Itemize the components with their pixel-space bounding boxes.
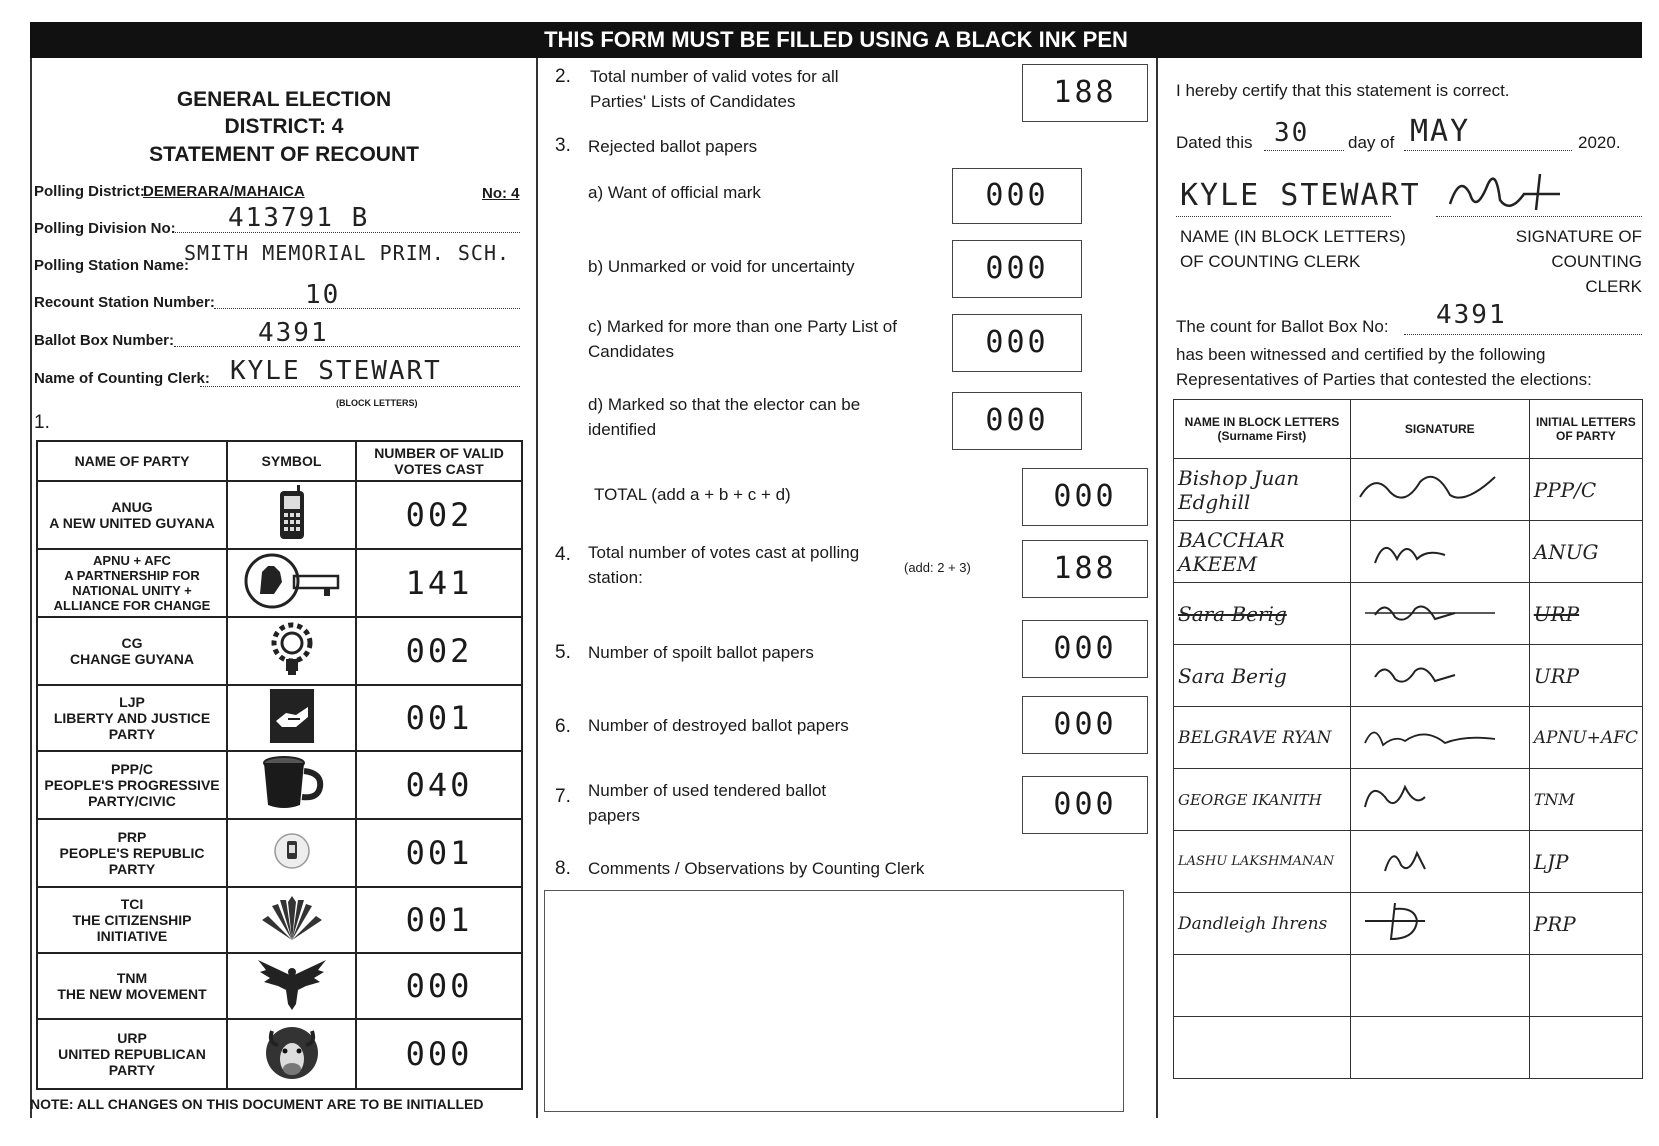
tendered-ballots-box[interactable]: 000 — [1022, 776, 1148, 834]
table-row — [37, 1019, 522, 1089]
want-official-mark-box[interactable]: 000 — [952, 168, 1082, 224]
table-row — [1174, 1017, 1643, 1079]
handshake-icon — [270, 730, 314, 747]
ballot-box-label: Ballot Box Number: — [34, 332, 175, 349]
party-votes-table — [36, 440, 523, 1090]
section-2-number: 2. — [555, 66, 571, 87]
ballot-box-field[interactable]: 4391 — [258, 318, 329, 348]
table-row — [1174, 769, 1643, 831]
table-row — [1174, 459, 1643, 521]
total-rejected-text: TOTAL (add a + b + c + d) — [594, 485, 791, 504]
rep-signature[interactable] — [1350, 893, 1529, 955]
section-1-number: 1. — [34, 412, 50, 433]
section-4-number: 4. — [555, 544, 571, 565]
party-name: CG CHANGE GUYANA — [37, 617, 227, 685]
votes-value[interactable]: 141 — [356, 549, 522, 617]
section-7-number: 7. — [555, 786, 571, 807]
votes-value[interactable]: 001 — [356, 887, 522, 953]
rep-name[interactable] — [1174, 1017, 1351, 1079]
title-district: DISTRICT: 4 — [224, 115, 344, 138]
party-name: TNM THE NEW MOVEMENT — [37, 953, 227, 1019]
section-5-number: 5. — [555, 642, 571, 663]
votes-value[interactable]: 000 — [356, 1019, 522, 1089]
column-divider-1 — [536, 58, 538, 1118]
recount-station-field[interactable]: 10 — [305, 280, 341, 310]
hand-key-icon — [244, 597, 340, 614]
section-4-add-note: (add: 2 + 3) — [904, 560, 971, 575]
votes-value[interactable]: 001 — [356, 819, 522, 887]
form-banner: THIS FORM MUST BE FILLED USING A BLACK INK PEN — [30, 22, 1642, 58]
valid-votes-box[interactable]: 188 — [1022, 64, 1148, 122]
table-row — [37, 887, 522, 953]
title-general-election: GENERAL ELECTION — [176, 88, 392, 111]
section-3a-text: a) Want of official mark — [588, 183, 761, 202]
rep-party[interactable]: APNU+AFC — [1529, 707, 1642, 769]
party-name: ANUG A NEW UNITED GUYANA — [37, 481, 227, 549]
section-3-text: Rejected ballot papers — [588, 137, 758, 156]
votes-value[interactable]: 000 — [356, 953, 522, 1019]
table-row — [37, 751, 522, 819]
votes-value[interactable]: 002 — [356, 481, 522, 549]
polling-district-value: DEMERARA/MAHAICA — [143, 183, 305, 200]
table-row — [1174, 707, 1643, 769]
table-header-row — [1174, 400, 1643, 459]
count-label: The count for Ballot Box No: — [1176, 317, 1389, 336]
party-name: LJP LIBERTY AND JUSTICE PARTY — [37, 685, 227, 751]
table-row — [1174, 583, 1643, 645]
rep-name[interactable]: LASHU LAKSHMANAN — [1174, 831, 1351, 893]
votes-value[interactable]: 040 — [356, 751, 522, 819]
rep-party[interactable]: TNM — [1529, 769, 1642, 831]
col-symbol: SYMBOL — [227, 441, 356, 481]
eagle-icon — [256, 999, 328, 1016]
rep-party[interactable]: ANUG — [1529, 521, 1642, 583]
lamp-icon — [274, 858, 310, 875]
col-rep-signature: SIGNATURE — [1350, 400, 1529, 459]
comments-box[interactable] — [544, 890, 1124, 1112]
party-name: PPP/C PEOPLE'S PROGRESSIVE PARTY/CIVIC — [37, 751, 227, 819]
left-border — [30, 58, 32, 1118]
col-rep-name: NAME IN BLOCK LETTERS (Surname First) — [1174, 400, 1351, 459]
plant-icon — [260, 929, 324, 946]
table-row — [1174, 893, 1643, 955]
party-name: APNU + AFC A PARTNERSHIP FOR NATIONAL UNITY + ALLIANCE FOR CHANGE — [37, 549, 227, 617]
year-label: 2020. — [1578, 133, 1621, 152]
rep-signature[interactable] — [1350, 521, 1529, 583]
section-7-text: Number of used tendered ballot papers — [588, 781, 827, 825]
cup-icon — [260, 798, 324, 815]
spoilt-ballots-box[interactable]: 000 — [1022, 620, 1148, 678]
section-4-text: Total number of votes cast at polling station: — [588, 543, 860, 587]
section-3b-text: b) Unmarked or void for uncertainty — [588, 257, 855, 276]
table-header-row — [37, 441, 522, 481]
day-of-label: day of — [1348, 133, 1395, 152]
polling-station-field[interactable]: SMITH MEMORIAL PRIM. SCH. — [184, 241, 511, 265]
party-name: TCI THE CITIZENSHIP INITIATIVE — [37, 887, 227, 953]
column-divider-2 — [1156, 58, 1158, 1118]
table-row — [37, 819, 522, 887]
rep-signature[interactable] — [1350, 459, 1529, 521]
col-party-name: NAME OF PARTY — [37, 441, 227, 481]
rep-name[interactable]: Bishop Juan Edghill — [1174, 459, 1351, 521]
page-title: STATEMENT OF RECOUNT — [149, 143, 419, 166]
rep-party[interactable]: URP — [1529, 583, 1642, 645]
cow-icon — [264, 1068, 320, 1085]
certify-text: I hereby certify that this statement is correct. — [1176, 81, 1510, 100]
table-row — [1174, 645, 1643, 707]
total-votes-box[interactable]: 188 — [1022, 540, 1148, 598]
representatives-table — [1173, 399, 1643, 1079]
clerk-name-field[interactable]: KYLE STEWART — [1180, 178, 1421, 213]
lightbulb-gear-icon — [269, 664, 315, 681]
rep-signature[interactable] — [1350, 955, 1529, 1017]
section-8-text: Comments / Observations by Counting Clerk — [588, 859, 925, 878]
recount-station-label: Recount Station Number: — [34, 294, 215, 311]
dated-label: Dated this — [1176, 133, 1253, 152]
table-row — [1174, 955, 1643, 1017]
rep-signature[interactable] — [1350, 583, 1529, 645]
party-name: PRP PEOPLE'S REPUBLIC PARTY — [37, 819, 227, 887]
rep-party[interactable] — [1529, 1017, 1642, 1079]
rep-party[interactable]: URP — [1529, 645, 1642, 707]
destroyed-ballots-box[interactable]: 000 — [1022, 696, 1148, 754]
rep-signature[interactable] — [1350, 831, 1529, 893]
col-votes: NUMBER OF VALID VOTES CAST — [356, 441, 522, 481]
marked-multiple-box[interactable]: 000 — [952, 314, 1082, 372]
polling-station-label: Polling Station Name: — [34, 257, 190, 274]
witness-text: has been witnessed and certified by the following Representatives of Parties that contested the elections: — [1176, 345, 1592, 389]
votes-value[interactable]: 002 — [356, 617, 522, 685]
polling-division-label: Polling Division No: — [34, 220, 176, 237]
table-row — [37, 549, 522, 617]
section-2-text: Total number of valid votes for all Parties' Lists of Candidates — [590, 67, 839, 111]
polling-district-no: No: 4 — [482, 185, 520, 202]
rep-name[interactable]: GEORGE IKANITH — [1174, 769, 1351, 831]
section-6-number: 6. — [555, 716, 571, 737]
rep-signature[interactable] — [1350, 1017, 1529, 1079]
name-caption: NAME (IN BLOCK LETTERS) OF COUNTING CLERK — [1180, 227, 1406, 271]
section-3c-text: c) Marked for more than one Party List of Candidates — [588, 317, 897, 361]
rep-party[interactable]: LJP — [1529, 831, 1642, 893]
table-row — [37, 617, 522, 685]
table-row — [1174, 831, 1643, 893]
section-3d-text: d) Marked so that the elector can be identified — [588, 395, 861, 439]
counting-clerk-field[interactable]: KYLE STEWART — [230, 356, 442, 386]
rep-party[interactable]: PPP/C — [1529, 459, 1642, 521]
rep-name[interactable]: BELGRAVE RYAN — [1174, 707, 1351, 769]
table-row — [1174, 521, 1643, 583]
section-3-number: 3. — [555, 135, 571, 156]
total-rejected-box[interactable]: 000 — [1022, 468, 1148, 526]
mobile-phone-icon — [277, 528, 307, 545]
section-6-text: Number of destroyed ballot papers — [588, 716, 849, 735]
rep-party[interactable]: PRP — [1529, 893, 1642, 955]
count-ballot-box-field[interactable]: 4391 — [1436, 300, 1507, 330]
table-row — [37, 481, 522, 549]
identified-elector-box[interactable]: 000 — [952, 392, 1082, 450]
unmarked-void-box[interactable]: 000 — [952, 240, 1082, 298]
counting-clerk-label: Name of Counting Clerk: — [34, 370, 210, 387]
month-field[interactable]: MAY — [1410, 114, 1471, 149]
party-name: URP UNITED REPUBLICAN PARTY — [37, 1019, 227, 1089]
table-row — [37, 953, 522, 1019]
rep-name[interactable]: BACCHAR AKEEM — [1174, 521, 1351, 583]
rep-name[interactable]: Sara Berig — [1174, 645, 1351, 707]
section-8-number: 8. — [555, 858, 571, 879]
signature-caption: SIGNATURE OF COUNTING CLERK — [1515, 227, 1642, 296]
rep-name[interactable]: Dandleigh Ihrens — [1174, 893, 1351, 955]
day-field[interactable]: 30 — [1274, 118, 1310, 148]
rep-signature[interactable] — [1350, 707, 1529, 769]
block-letters-note: (BLOCK LETTERS) — [336, 398, 418, 408]
changes-note: NOTE: ALL CHANGES ON THIS DOCUMENT ARE TO BE INITIALLED — [30, 1096, 484, 1112]
votes-value[interactable]: 001 — [356, 685, 522, 751]
rep-signature[interactable] — [1350, 645, 1529, 707]
rep-party[interactable] — [1529, 955, 1642, 1017]
table-row — [37, 685, 522, 751]
polling-district-label: Polling District: — [34, 183, 145, 200]
rep-name[interactable]: Sara Berig — [1174, 583, 1351, 645]
polling-division-field[interactable]: 413791 B — [228, 203, 370, 233]
section-5-text: Number of spoilt ballot papers — [588, 643, 814, 662]
clerk-signature[interactable] — [1440, 164, 1570, 225]
rep-signature[interactable] — [1350, 769, 1529, 831]
rep-name[interactable] — [1174, 955, 1351, 1017]
col-rep-party: INITIAL LETTERS OF PARTY — [1529, 400, 1642, 459]
